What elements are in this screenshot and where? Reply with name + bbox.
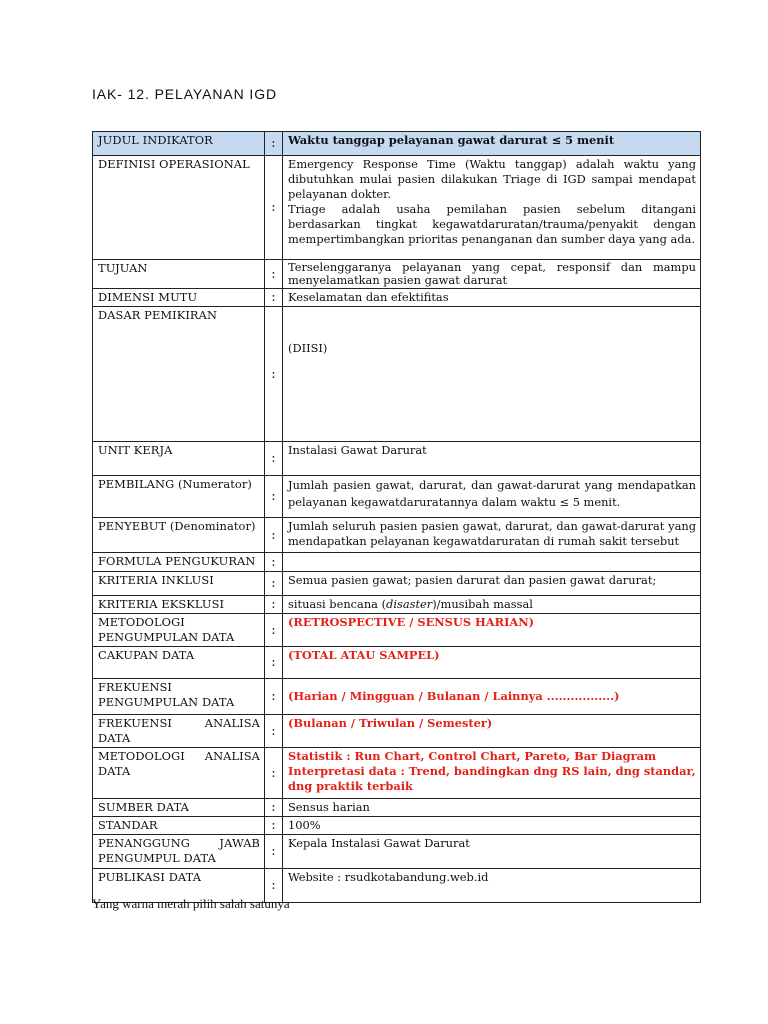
row-sumber-data — [93, 799, 701, 817]
row-value — [283, 307, 701, 442]
row-metodologi-analisa — [93, 748, 701, 799]
row-label: JUDUL INDIKATOR — [93, 132, 265, 156]
row-standar — [93, 817, 701, 835]
row-colon: : — [265, 596, 283, 614]
row-label: KRITERIA INKLUSI — [93, 572, 265, 596]
row-dasar-pemikiran — [93, 307, 701, 442]
row-colon: : — [265, 289, 283, 307]
row-label: DASAR PEMIKIRAN — [93, 307, 265, 442]
row-value: Sensus harian — [283, 799, 701, 817]
row-value: Waktu tanggap pelayanan gawat darurat ≤ 5 menit — [283, 132, 701, 156]
row-kriteria-inklusi — [93, 572, 701, 596]
row-label: UNIT KERJA — [93, 442, 265, 476]
row-value: Terselenggaranya pelayanan yang cepat, responsif dan mampu menyelamatkan pasien gawat darurat — [283, 260, 701, 289]
row-value: Kepala Instalasi Gawat Darurat — [283, 835, 701, 869]
row-label: PENANGGUNG JAWAB PENGUMPUL DATA — [93, 835, 265, 869]
row-colon: : — [265, 307, 283, 442]
row-dimensi-mutu — [93, 289, 701, 307]
row-cakupan-data — [93, 647, 701, 679]
row-label: SUMBER DATA — [93, 799, 265, 817]
document-title: IAK- 12. PELAYANAN IGD — [92, 86, 278, 102]
row-value: Instalasi Gawat Darurat — [283, 442, 701, 476]
value-text: )/musibah massal — [432, 597, 533, 611]
row-label: KRITERIA EKSKLUSI — [93, 596, 265, 614]
row-label: STANDAR — [93, 817, 265, 835]
row-colon: : — [265, 132, 283, 156]
row-value-option: (Bulanan / Triwulan / Semester) — [283, 715, 701, 748]
row-label: PEMBILANG (Numerator) — [93, 476, 265, 518]
value-text: situasi bencana ( — [288, 597, 387, 611]
row-value-option — [283, 748, 701, 799]
row-definisi-operasional — [93, 156, 701, 260]
row-colon: : — [265, 518, 283, 553]
row-label: TUJUAN — [93, 260, 265, 289]
row-label: FREKUENSI PENGUMPULAN DATA — [93, 679, 265, 715]
row-value: 100% — [283, 817, 701, 835]
row-value-option: (RETROSPECTIVE / SENSUS HARIAN) — [283, 614, 701, 647]
row-penyebut — [93, 518, 701, 553]
value-italic-term: disaster — [386, 597, 433, 611]
placeholder-text: (DIISI) — [288, 341, 328, 355]
row-metodologi-pengumpulan — [93, 614, 701, 647]
row-colon: : — [265, 679, 283, 715]
row-colon: : — [265, 476, 283, 518]
row-label: FORMULA PENGUKURAN — [93, 553, 265, 572]
value-line: Statistik : Run Chart, Control Chart, Pareto, Bar Diagram — [288, 749, 657, 763]
row-label: DIMENSI MUTU — [93, 289, 265, 307]
value-line: Interpretasi data : Trend, bandingkan dng RS lain, dng standar, dng praktik terbaik — [288, 764, 696, 793]
row-colon: : — [265, 647, 283, 679]
row-colon: : — [265, 156, 283, 260]
row-label: PUBLIKASI DATA — [93, 869, 265, 903]
footnote: Yang warna merah pilih salah satunya — [92, 896, 290, 911]
row-penanggung-jawab — [93, 835, 701, 869]
row-value — [283, 156, 701, 260]
row-colon: : — [265, 799, 283, 817]
row-tujuan — [93, 260, 701, 289]
row-value — [283, 553, 701, 572]
indicator-profile-table — [92, 131, 701, 903]
row-label: METODOLOGI PENGUMPULAN DATA — [93, 614, 265, 647]
value-line: Emergency Response Time (Waktu tanggap) adalah waktu yang dibutuhkan mulai pasien dilakukan Triage di IGD sampai mendapat pelayanan dokter. — [288, 157, 696, 201]
row-pembilang — [93, 476, 701, 518]
row-colon: : — [265, 572, 283, 596]
row-frekuensi-analisa — [93, 715, 701, 748]
row-colon: : — [265, 553, 283, 572]
row-judul-indikator — [93, 132, 701, 156]
row-label: DEFINISI OPERASIONAL — [93, 156, 265, 260]
row-value — [283, 596, 701, 614]
row-value: Jumlah pasien gawat, darurat, dan gawat-darurat yang mendapatkan pelayanan kegawatdaruratannya dalam waktu ≤ 5 menit. — [283, 476, 701, 518]
row-value: Website : rsudkotabandung.web.id — [283, 869, 701, 903]
row-colon: : — [265, 442, 283, 476]
row-colon: : — [265, 817, 283, 835]
row-kriteria-eksklusi — [93, 596, 701, 614]
row-value-option: (Harian / Mingguan / Bulanan / Lainnya .................) — [283, 679, 701, 715]
row-colon: : — [265, 869, 283, 903]
row-unit-kerja — [93, 442, 701, 476]
row-label: FREKUENSI ANALISA DATA — [93, 715, 265, 748]
row-colon: : — [265, 748, 283, 799]
row-label: PENYEBUT (Denominator) — [93, 518, 265, 553]
row-colon: : — [265, 715, 283, 748]
row-value: Semua pasien gawat; pasien darurat dan pasien gawat darurat; — [283, 572, 701, 596]
row-value: Keselamatan dan efektifitas — [283, 289, 701, 307]
row-value-option: (TOTAL ATAU SAMPEL) — [283, 647, 701, 679]
row-colon: : — [265, 614, 283, 647]
row-value: Jumlah seluruh pasien pasien gawat, darurat, dan gawat-darurat yang mendapatkan pelayanan kegawatdaruratan di rumah sakit tersebut — [283, 518, 701, 553]
row-colon: : — [265, 835, 283, 869]
value-line: Triage adalah usaha pemilahan pasien sebelum ditangani berdasarkan tingkat kegawatdaruratan/trauma/penyakit dengan mempertimbangkan prioritas penanganan dan sumber daya yang ada. — [288, 202, 696, 246]
row-formula-pengukuran — [93, 553, 701, 572]
row-label: CAKUPAN DATA — [93, 647, 265, 679]
row-label: METODOLOGI ANALISA DATA — [93, 748, 265, 799]
row-frekuensi-pengumpulan — [93, 679, 701, 715]
row-colon: : — [265, 260, 283, 289]
